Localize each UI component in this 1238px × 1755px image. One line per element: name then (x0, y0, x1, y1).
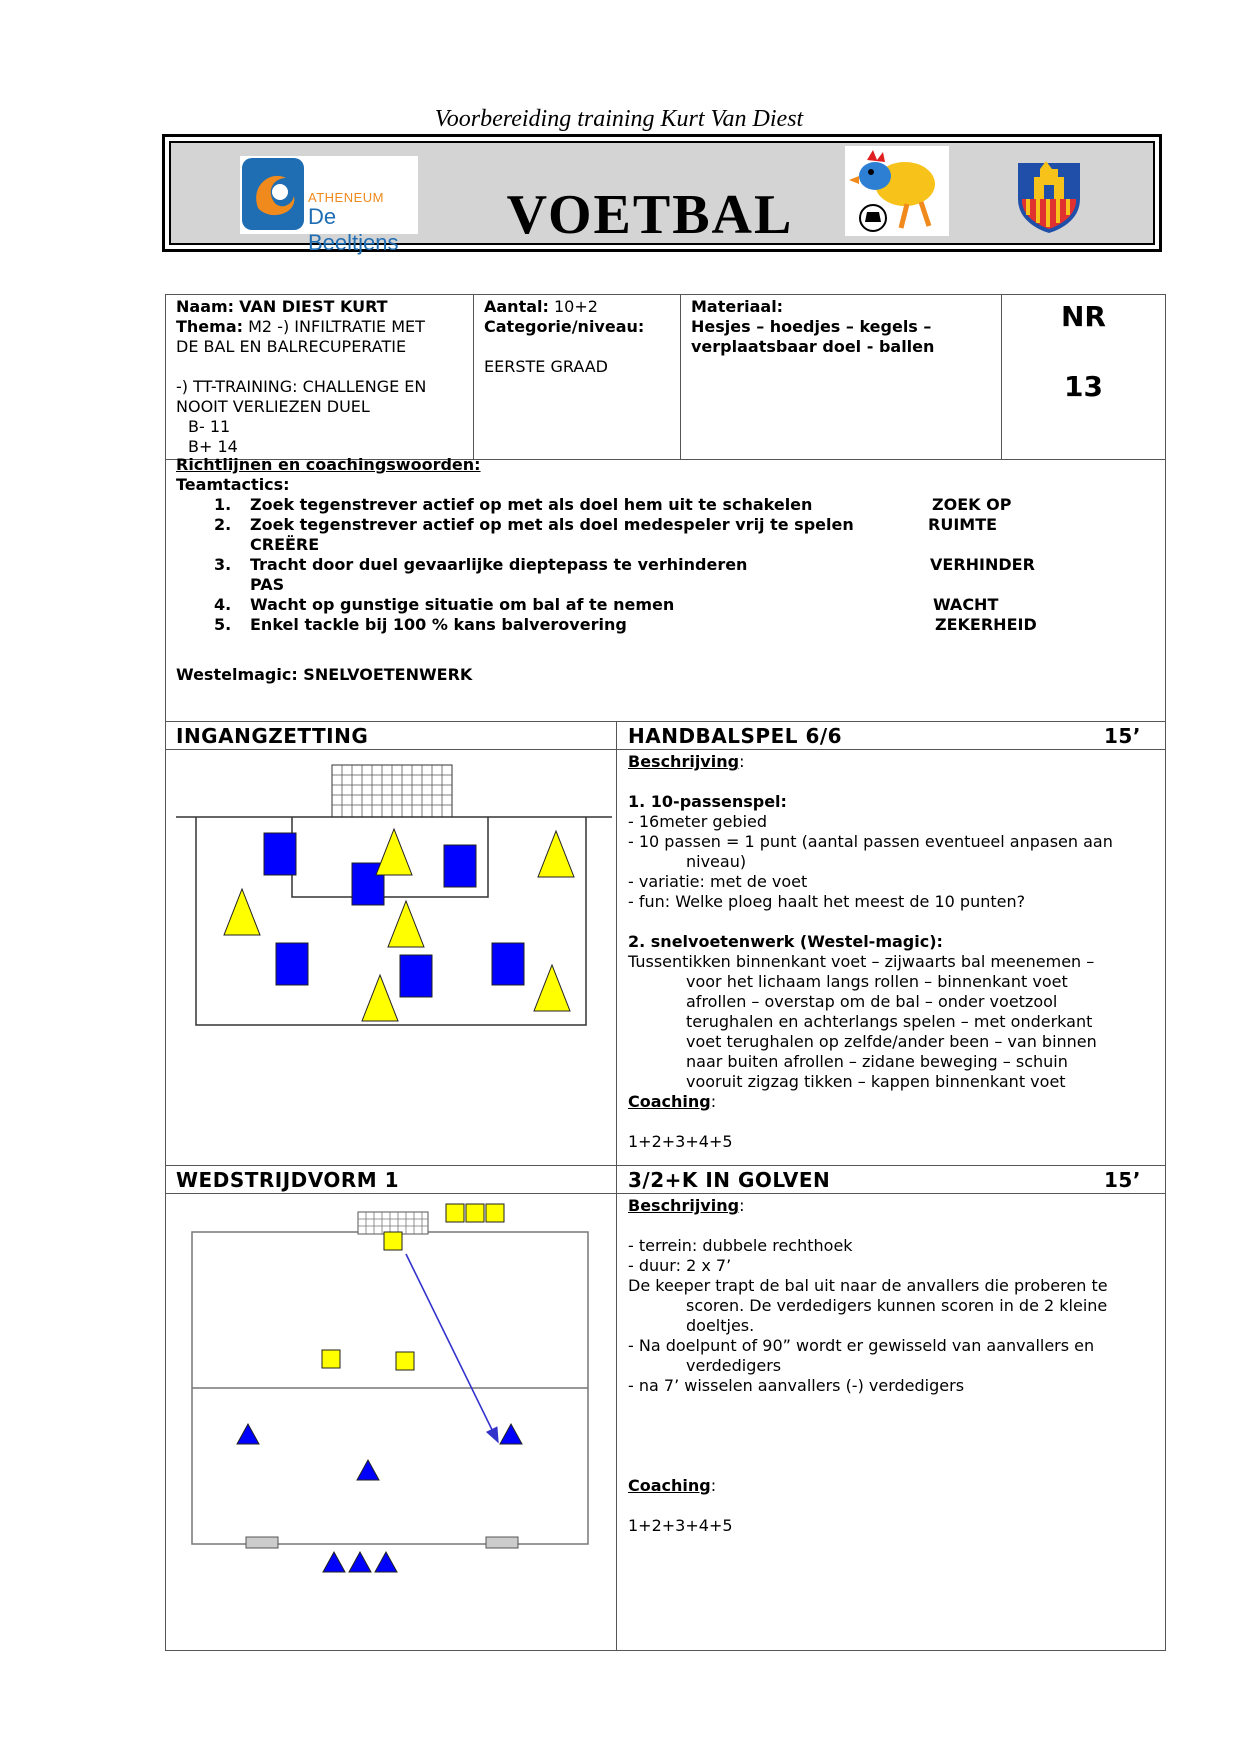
cone-icon (388, 901, 424, 947)
cone-icon (349, 1552, 371, 1572)
richtlijnen-heading: Richtlijnen en coachingswoorden: (176, 455, 481, 474)
naam-value: VAN DIEST KURT (239, 297, 388, 316)
rule-keyword: RUIMTE (928, 515, 998, 534)
rule-text: PAS (250, 575, 285, 594)
info-nr-cell (1002, 295, 1166, 460)
rule-text: Zoek tegenstrever actief op met als doel medespeler vrij te spelen (250, 515, 854, 534)
city-crest-logo (1014, 155, 1084, 235)
description-line: voor het lichaam langs rollen – binnenkant voet (686, 972, 1068, 991)
document-subtitle: Voorbereiding training Kurt Van Diest (434, 106, 804, 132)
description-line: - duur: 2 x 7’ (628, 1256, 732, 1275)
section2-coaching-value: 1+2+3+4+5 (628, 1516, 733, 1535)
cone-icon (323, 1552, 345, 1572)
aantal-value: 10+2 (554, 297, 598, 316)
section2-coaching-label: Coaching (628, 1476, 711, 1495)
description-line: - 10 passen = 1 punt (aantal passen eventueel anpasen aan (628, 832, 1113, 851)
section1-divider (616, 722, 617, 1166)
info-naam-cell (166, 295, 474, 460)
description-line: De keeper trapt de bal uit naar de anvallers die proberen te (628, 1276, 1108, 1295)
thema-value-1: M2 -) INFILTRATIE MET (248, 317, 425, 336)
info-materiaal-cell (681, 295, 1002, 460)
tt-line-2: NOOIT VERLIEZEN DUEL (176, 397, 370, 416)
rule-item (176, 555, 1156, 575)
player-square-icon (446, 1204, 464, 1222)
description-line: 2. snelvoetenwerk (Westel-magic): (628, 932, 943, 951)
rules-list (176, 495, 1156, 635)
rule-keyword: ZOEK OP (932, 495, 1012, 514)
description-line: terughalen en achterlangs spelen – met onderkant (686, 1012, 1093, 1031)
player-square-icon (264, 833, 296, 875)
description-line: doeltjes. (686, 1316, 755, 1335)
section1-coaching-label: Coaching (628, 1092, 711, 1111)
rule-item (176, 595, 1156, 615)
description-line: naar buiten afrollen – zidane beweging – schuin (686, 1052, 1068, 1071)
rule-item (176, 575, 1156, 595)
categorie-value: EERSTE GRAAD (484, 357, 608, 376)
double-rectangle-field (192, 1232, 588, 1544)
description-line: niveau) (686, 852, 747, 871)
rule-number: 1. (214, 495, 232, 514)
rule-number: 2. (214, 515, 232, 534)
section1-description: Beschrijving: 1. 10-passenspel: - 16meter gebied - 10 passen = 1 punt (aantal passen eventueel anpasen aan niveau) - variatie: met de voet - fun: Welke ploeg haalt het meest de 10 punten? 2. snelvoetenwerk (Westel-magic): Tussentikken binnenkant voet – zijwaarts bal meenemen – voor het lichaam langs rollen – binnenkant voet afrollen – overstap om de bal – onder voetzool terughalen en achterlangs spelen – met onderkant voet terughalen op zelfde/ander been – van binnen naar buiten afrollen – zidane beweging – schuin vooruit zigzag tikken – kappen binnenkant voet Coaching: 1+2+3+4+5 (628, 752, 1158, 1152)
rule-number: 4. (214, 595, 232, 614)
section1-right-title: HANDBALSPEL 6/6 (628, 724, 843, 748)
categorie-label: Categorie/niveau: (484, 317, 645, 336)
rule-item (176, 615, 1156, 635)
rule-number: 5. (214, 615, 232, 634)
section2-left-title: WEDSTRIJDVORM 1 (176, 1168, 400, 1192)
section1-coaching-value: 1+2+3+4+5 (628, 1132, 733, 1151)
section2-beschrijving-label: Beschrijving (628, 1196, 740, 1215)
rule-keyword: VERHINDER (930, 555, 1035, 574)
player-square-icon (276, 943, 308, 985)
player-square-icon (466, 1204, 484, 1222)
player-square-icon (486, 1204, 504, 1222)
rule-item (176, 515, 1156, 535)
section2-description: Beschrijving: - terrein: dubbele rechthoek - duur: 2 x 7’ De keeper trapt de bal uit naar de anvallers die proberen te scoren. De verdedigers kunnen scoren in de 2 kleine doeltjes. - Na doelpunt of 90” wordt er gewisseld van aanvallers en verdedigers - na 7’ wisselen aanvallers (-) verdedigers Coaching: 1+2+3+4+5 (628, 1196, 1158, 1536)
description-line: verdedigers (686, 1356, 782, 1375)
naam-label: Naam: (176, 297, 235, 316)
rule-text: Zoek tegenstrever actief op met als doel hem uit te schakelen (250, 495, 813, 514)
cone-icon (362, 975, 398, 1021)
nr-value: 13 (1064, 370, 1103, 403)
materiaal-label: Materiaal: (691, 297, 784, 316)
rule-text: Enkel tackle bij 100 % kans balverovering (250, 615, 627, 634)
aantal-label: Aantal: (484, 297, 549, 316)
player-square-icon (492, 943, 524, 985)
rule-keyword: ZEKERHEID (935, 615, 1037, 634)
description-line: Tussentikken binnenkant voet – zijwaarts bal meenemen – (628, 952, 1095, 971)
description-line (628, 912, 1158, 932)
westelmagic-line: Westelmagic: SNELVOETENWERK (176, 665, 473, 684)
rooster-mascot-logo (845, 146, 949, 236)
rule-keyword: WACHT (933, 595, 999, 614)
teamtactics-heading: Teamtactics: (176, 475, 290, 494)
player-square-icon (400, 955, 432, 997)
ingangzetting-diagram (170, 755, 614, 1035)
rule-item (176, 535, 1156, 555)
rule-item (176, 495, 1156, 515)
description-line: - na 7’ wisselen aanvallers (-) verdedigers (628, 1376, 965, 1395)
nr-label: NR (1061, 300, 1106, 333)
description-line: 1. 10-passenspel: (628, 792, 787, 811)
atheneum-emblem-icon (240, 156, 306, 232)
player-square-icon (396, 1352, 414, 1370)
rule-text: Tracht door duel gevaarlijke dieptepass te verhinderen (250, 555, 748, 574)
description-line: - 16meter gebied (628, 812, 768, 831)
description-line: scoren. De verdedigers kunnen scoren in de 2 kleine (686, 1296, 1108, 1315)
materiaal-line-1: Hesjes – hoedjes – kegels – (691, 317, 932, 336)
materiaal-line-2: verplaatsbaar doel - ballen (691, 337, 935, 356)
description-line: - variatie: met de voet (628, 872, 808, 891)
description-line: - fun: Welke ploeg haalt het meest de 10 punten? (628, 892, 1026, 911)
info-aantal-cell (474, 295, 681, 460)
section2-duration: 15’ (1104, 1168, 1141, 1192)
b-min: B- 11 (188, 417, 231, 436)
pass-arrow (406, 1254, 498, 1442)
info-table (165, 294, 1166, 460)
section1-beschrijving-label: Beschrijving (628, 752, 740, 771)
small-goal-right (486, 1537, 518, 1548)
atheneum-logo (240, 156, 418, 255)
description-line: - terrein: dubbele rechthoek (628, 1236, 853, 1255)
thema-label: Thema: (176, 317, 244, 336)
rule-number: 3. (214, 555, 232, 574)
section2-header-rule (165, 1193, 1166, 1194)
section2-right-title: 3/2+K IN GOLVEN (628, 1168, 831, 1192)
description-line: voet terughalen op zelfde/ander been – van binnen (686, 1032, 1097, 1051)
wedstrijdvorm-diagram (170, 1198, 614, 1578)
description-line: vooruit zigzag tikken – kappen binnenkant voet (686, 1072, 1066, 1091)
description-line (628, 1216, 1158, 1236)
cone-icon (357, 1460, 379, 1480)
cone-icon (534, 965, 570, 1011)
b-plus: B+ 14 (188, 437, 238, 456)
atheneum-logo-big-text: De Beeltjens (308, 204, 399, 255)
rule-text: CREËRE (250, 535, 320, 554)
atheneum-logo-small-text: ATHENEUM (308, 190, 384, 205)
section2-divider (616, 1166, 617, 1651)
section1-header-rule (165, 749, 1166, 750)
section1-duration: 15’ (1104, 724, 1141, 748)
section1-left-title: INGANGZETTING (176, 724, 369, 748)
small-goal-left (246, 1537, 278, 1548)
cone-icon (237, 1424, 259, 1444)
player-square-icon (444, 845, 476, 887)
tt-line-1: -) TT-TRAINING: CHALLENGE EN (176, 377, 427, 396)
player-square-icon (384, 1232, 402, 1250)
section1-lines (628, 792, 1158, 1092)
cone-icon (538, 831, 574, 877)
cone-icon (375, 1552, 397, 1572)
cone-icon (500, 1424, 522, 1444)
page-title: VOETBAL (506, 184, 794, 246)
description-line: - Na doelpunt of 90” wordt er gewisseld van aanvallers en (628, 1336, 1095, 1355)
goal-net-icon (332, 765, 452, 817)
goal-net-icon (358, 1212, 428, 1234)
cone-icon (224, 889, 260, 935)
thema-value-2: DE BAL EN BALRECUPERATIE (176, 337, 407, 356)
description-line: afrollen – overstap om de bal – onder voetzool (686, 992, 1058, 1011)
section2-lines (628, 1216, 1158, 1396)
player-square-icon (322, 1350, 340, 1368)
cone-icon (376, 829, 412, 875)
rule-text: Wacht op gunstige situatie om bal af te nemen (250, 595, 675, 614)
players-group (224, 829, 574, 1021)
